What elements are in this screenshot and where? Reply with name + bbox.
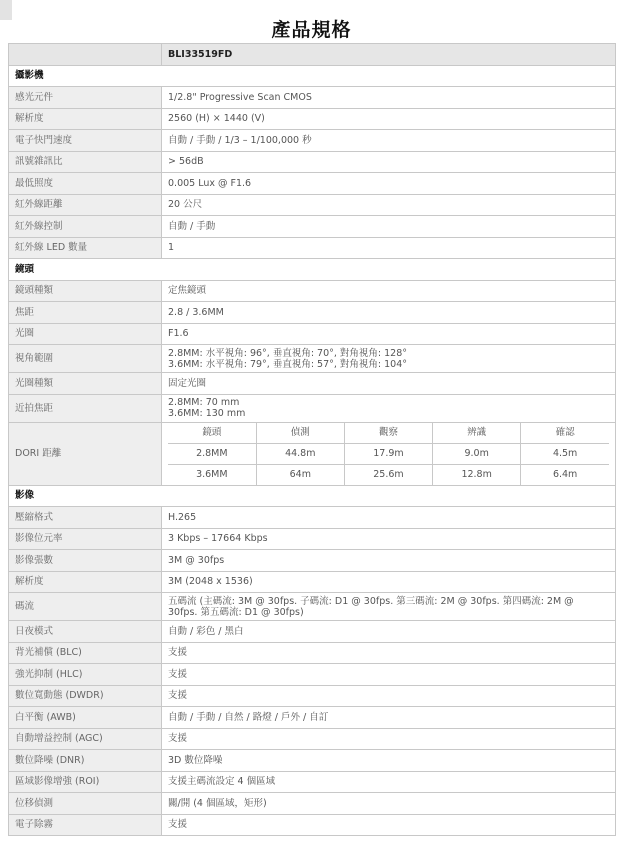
- row-value: [162, 345, 616, 373]
- dori-cell: 9.0m: [433, 443, 521, 464]
- table-row: [9, 642, 616, 664]
- table-row: [9, 593, 616, 621]
- dori-table: [168, 423, 609, 485]
- table-row: [9, 323, 616, 345]
- row-label: 最低照度: [9, 173, 162, 195]
- row-value: F1.6: [162, 323, 616, 345]
- table-row: [9, 728, 616, 750]
- row-value: 3 Kbps – 17664 Kbps: [162, 528, 616, 550]
- row-label: 電子除霧: [9, 814, 162, 836]
- table-header-row: [9, 44, 616, 66]
- row-label: 影像位元率: [9, 528, 162, 550]
- dori-cell: 4.5m: [521, 443, 609, 464]
- row-label: 解析度: [9, 108, 162, 130]
- row-label: 光圈: [9, 323, 162, 345]
- row-label: 壓縮格式: [9, 507, 162, 529]
- row-label: 視角範圍: [9, 345, 162, 373]
- table-row: [9, 130, 616, 152]
- table-row: [9, 507, 616, 529]
- section-video: [9, 485, 616, 507]
- table-row: [9, 793, 616, 815]
- row-value: [162, 394, 616, 422]
- row-value: 關/開 (4 個區域，矩形): [162, 793, 616, 815]
- table-row: [9, 528, 616, 550]
- dori-cell: 6.4m: [552, 469, 578, 480]
- row-label: 紅外線控制: [9, 216, 162, 238]
- row-value: 20 公尺: [162, 194, 616, 216]
- table-row: [9, 194, 616, 216]
- row-value: 固定光圈: [162, 373, 616, 395]
- dori-header: 確認: [521, 423, 609, 444]
- row-label: DORI 距離: [9, 422, 162, 485]
- row-label: 光圈種類: [9, 373, 162, 395]
- row-value: 定焦鏡頭: [162, 280, 616, 302]
- row-label: 近拍焦距: [9, 394, 162, 422]
- row-label: 強光抑制 (HLC): [9, 664, 162, 686]
- row-value: 支援: [162, 685, 616, 707]
- row-value: 0.005 Lux @ F1.6: [162, 173, 616, 195]
- dori-data-row: [168, 464, 609, 485]
- row-label: 白平衡 (AWB): [9, 707, 162, 729]
- table-row: [9, 814, 616, 836]
- table-row: [9, 216, 616, 238]
- dori-cell: 44.8m: [256, 443, 344, 464]
- row-label: 感光元件: [9, 87, 162, 109]
- row-label: 數位寬動態 (DWDR): [9, 685, 162, 707]
- row-label: 鏡頭種類: [9, 280, 162, 302]
- row-label: 數位降噪 (DNR): [9, 750, 162, 772]
- dori-cell: 64m: [256, 464, 344, 485]
- dori-cell: 2.8MM: [168, 443, 256, 464]
- table-row: [9, 302, 616, 324]
- row-label: 訊號雜訊比: [9, 151, 162, 173]
- row-value: 自動 / 彩色 / 黑白: [162, 621, 616, 643]
- row-value: 支援主碼流設定 4 個區域: [162, 771, 616, 793]
- dori-cell: 17.9m: [344, 443, 432, 464]
- table-row: [9, 664, 616, 686]
- table-row: [9, 571, 616, 593]
- table-row: [9, 345, 616, 373]
- row-label: 碼流: [9, 593, 162, 621]
- row-label: 背光補償 (BLC): [9, 642, 162, 664]
- row-label: 解析度: [9, 571, 162, 593]
- dori-header: 鏡頭: [168, 423, 256, 444]
- dori-cell: 3.6MM: [168, 464, 256, 485]
- dori-row: [9, 422, 616, 485]
- table-row: [9, 237, 616, 259]
- row-value: H.265: [162, 507, 616, 529]
- row-value: 自動 / 手動 / 自然 / 路燈 / 戶外 / 自訂: [162, 707, 616, 729]
- row-value: [162, 593, 616, 621]
- table-row: [9, 550, 616, 572]
- row-label: 區域影像增強 (ROI): [9, 771, 162, 793]
- table-row: [9, 707, 616, 729]
- table-row: [9, 685, 616, 707]
- page-title: 產品規格: [271, 19, 352, 41]
- row-label: 紅外線距離: [9, 194, 162, 216]
- section-title: 影像: [9, 485, 616, 507]
- table-row: [9, 173, 616, 195]
- dori-data-row: [168, 443, 609, 464]
- row-label: 自動增益控制 (AGC): [9, 728, 162, 750]
- table-row: [9, 87, 616, 109]
- row-value: 支援: [162, 664, 616, 686]
- table-row: [9, 750, 616, 772]
- dori-table-cell: [162, 422, 616, 485]
- value-line: 五碼流 (主碼流: 3M @ 30fps. 子碼流: D1 @ 30fps. 第三碼流: 2M @ 30fps. 第四碼流: 2M @: [168, 595, 574, 607]
- section-title: 鏡頭: [9, 259, 616, 281]
- row-value: 自動 / 手動: [162, 216, 616, 238]
- row-value: 3M (2048 x 1536): [162, 571, 616, 593]
- row-value: 2.8 / 3.6MM: [162, 302, 616, 324]
- dori-cell: 12.8m: [433, 464, 521, 485]
- spec-table: [8, 43, 616, 836]
- row-value: 支援: [162, 814, 616, 836]
- section-camera: [9, 65, 616, 87]
- row-value: 支援: [162, 642, 616, 664]
- section-title: 攝影機: [9, 65, 616, 87]
- row-value: 3M @ 30fps: [162, 550, 616, 572]
- row-label: 焦距: [9, 302, 162, 324]
- table-row: [9, 151, 616, 173]
- value-line: 30fps. 第五碼流: D1 @ 30fps): [168, 606, 304, 618]
- row-value: 3D 數位降噪: [162, 750, 616, 772]
- table-row: [9, 373, 616, 395]
- table-row: [9, 621, 616, 643]
- row-label: 影像張數: [9, 550, 162, 572]
- table-row: [9, 280, 616, 302]
- row-label: 日夜模式: [9, 621, 162, 643]
- section-lens: [9, 259, 616, 281]
- dori-header: 辨識: [433, 423, 521, 444]
- dori-header: 觀察: [344, 423, 432, 444]
- dori-header: 偵測: [256, 423, 344, 444]
- value-line: 3.6MM: 130 mm: [168, 408, 246, 419]
- model-name: BLI33519FD: [162, 44, 616, 66]
- row-value: 自動 / 手動 / 1/3 – 1/100,000 秒: [162, 130, 616, 152]
- row-label: 電子快門速度: [9, 130, 162, 152]
- dori-cell: 25.6m: [344, 464, 432, 485]
- row-value: 支援: [162, 728, 616, 750]
- dori-header-row: [168, 423, 609, 444]
- row-value: > 56dB: [162, 151, 616, 173]
- row-value: 2560 (H) × 1440 (V): [162, 108, 616, 130]
- table-row: [9, 108, 616, 130]
- row-value: 1: [162, 237, 616, 259]
- value-line: 2.8MM: 70 mm: [168, 397, 240, 408]
- row-label: 位移偵測: [9, 793, 162, 815]
- header-blank: [9, 44, 162, 66]
- table-row: [9, 771, 616, 793]
- row-label: 紅外線 LED 數量: [9, 237, 162, 259]
- table-row: [9, 394, 616, 422]
- value-line: 2.8MM: 水平視角: 96°, 垂直視角: 70°, 對角視角: 128°: [168, 347, 408, 359]
- value-line: 3.6MM: 水平視角: 79°, 垂直視角: 57°, 對角視角: 104°: [168, 358, 408, 370]
- row-value: 1/2.8" Progressive Scan CMOS: [162, 87, 616, 109]
